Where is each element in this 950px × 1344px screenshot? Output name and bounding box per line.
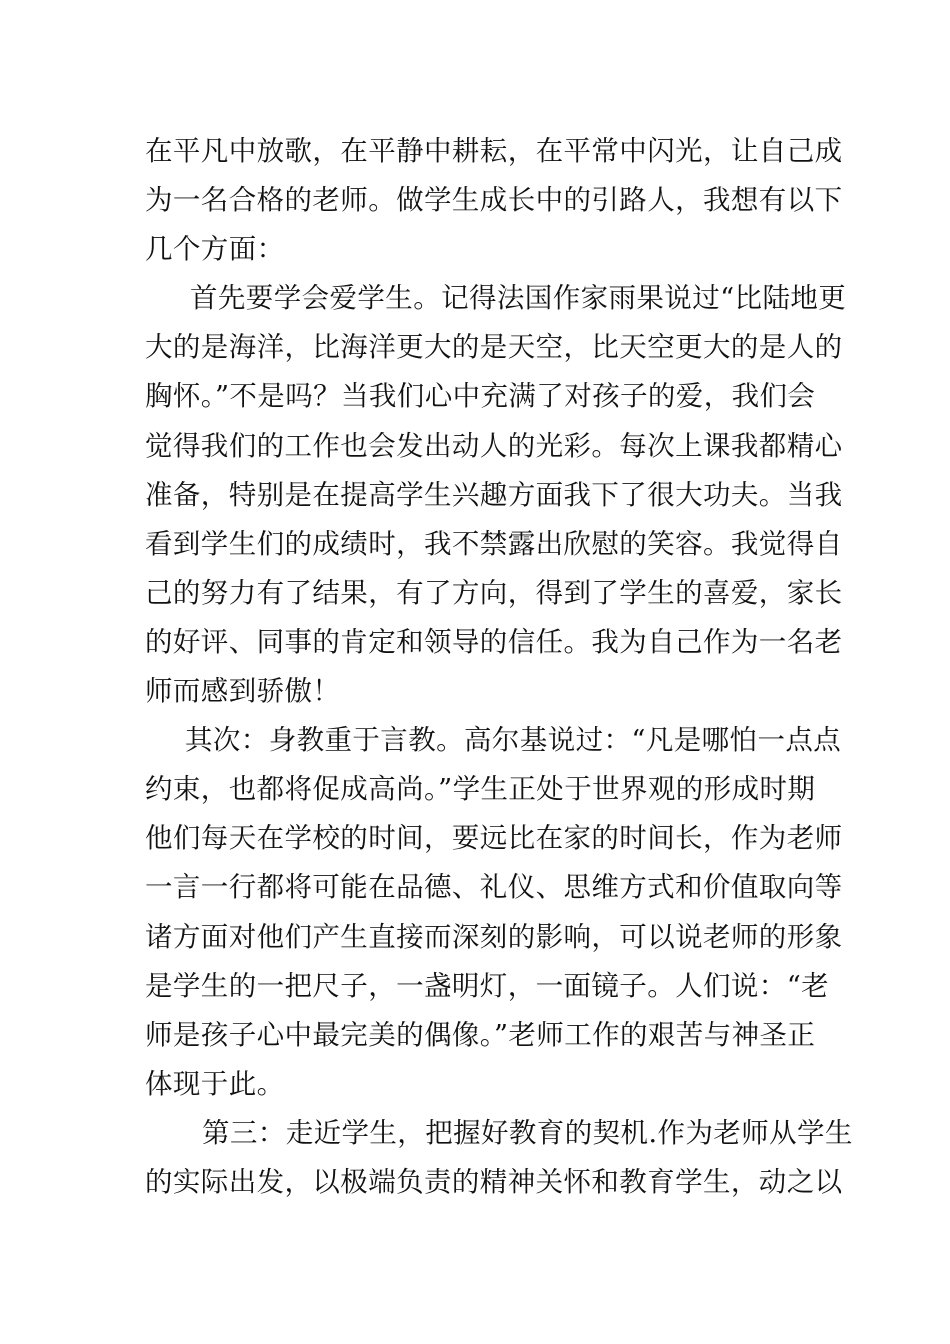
text-line: 一言一行都将可能在品德、礼仪、思维方式和价值取向等: [145, 871, 843, 904]
text-line: 其次：身教重于言教。高尔基说过：“凡是哪怕一点点: [185, 724, 842, 757]
text-line: 是学生的一把尺子，一盏明灯，一面镜子。人们说：“老: [145, 969, 830, 1002]
text-line: 己的努力有了结果，有了方向，得到了学生的喜爱，家长: [145, 576, 843, 609]
text-line: 师是孩子心中最完美的偶像。”老师工作的艰苦与神圣正: [145, 1018, 816, 1051]
text-line: 约束，也都将促成高尚。”学生正处于世界观的形成时期: [145, 773, 816, 806]
text-line: 诸方面对他们产生直接而深刻的影响，可以说老师的形象: [145, 920, 843, 953]
text-line: 师而感到骄傲！: [145, 675, 341, 708]
text-line: 看到学生们的成绩时，我不禁露出欣慰的笑容。我觉得自: [145, 527, 843, 560]
text-line: 的好评、同事的肯定和领导的信任。我为自己作为一名老: [145, 625, 843, 658]
text-line: 首先要学会爱学生。记得法国作家雨果说过“比陆地更: [190, 282, 847, 315]
paragraph-third: [145, 1109, 853, 1207]
paragraph-first: [145, 274, 847, 716]
text-line: 准备，特别是在提高学生兴趣方面我下了很大功夫。当我: [145, 478, 843, 511]
paragraph-intro: [145, 127, 843, 274]
text-line: 觉得我们的工作也会发出动人的光彩。每次上课我都精心: [145, 429, 843, 462]
text-line: 在平凡中放歌，在平静中耕耘，在平常中闪光，让自己成: [145, 135, 843, 167]
text-line: 大的是海洋，比海洋更大的是天空，比天空更大的是人的: [145, 331, 843, 364]
text-line: 第三：走近学生，把握好教育的契机.作为老师从学生: [202, 1116, 853, 1149]
text-line: 体现于此。: [145, 1067, 285, 1100]
text-line: 几个方面：: [145, 233, 285, 266]
body-text: [145, 127, 853, 1207]
text-line: 胸怀。”不是吗？当我们心中充满了对孩子的爱，我们会: [145, 380, 816, 413]
text-line: 的实际出发，以极端负责的精神关怀和教育学生，动之以: [145, 1165, 843, 1198]
paragraph-second: [145, 716, 843, 1109]
text-line: 他们每天在学校的时间，要远比在家的时间长，作为老师: [145, 822, 843, 855]
text-line: 为一名合格的老师。做学生成长中的引路人，我想有以下: [145, 184, 843, 217]
